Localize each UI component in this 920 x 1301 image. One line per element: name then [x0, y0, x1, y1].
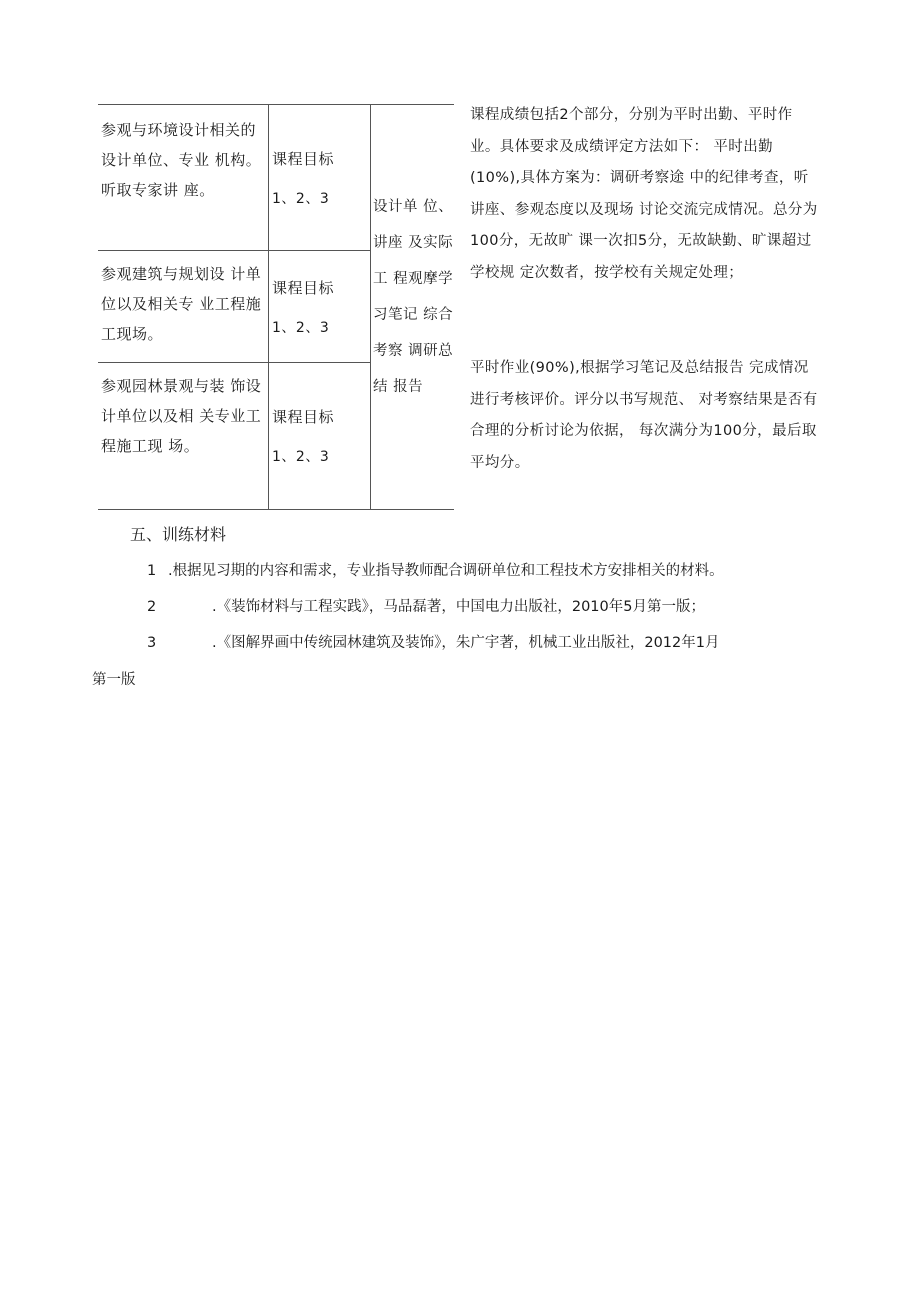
table-row-target-title: 课程目标: [272, 279, 335, 297]
material-item-number: 3: [147, 635, 157, 651]
table-top-border: [98, 104, 454, 105]
table-row-target-nums: 1、2、3: [272, 191, 330, 207]
table-bottom-border: [98, 509, 454, 510]
table-column-divider: [370, 104, 371, 509]
table-row-content: 参观建筑与规划设 计单位以及相关专 业工程施工现场。: [101, 265, 262, 343]
table-row-content: 参观与环境设计相关的设计单位、专业 机构。听取专家讲 座。: [101, 121, 262, 199]
table-row-target-title: 课程目标: [272, 150, 335, 168]
table-method-cell: 设计单 位、讲座 及实际工 程观摩学 习笔记 综合考察 调研总结 报告: [373, 199, 454, 395]
section-heading: 五、训练材料: [130, 525, 227, 544]
table-row-target-nums: 1、2、3: [272, 449, 330, 465]
table-column-divider: [268, 104, 269, 509]
material-item-continuation: 第一版: [92, 672, 136, 688]
material-item-text: .《装饰材料与工程实践》，马品磊著，中国电力出版社，2010年5月第一版；: [212, 599, 705, 615]
material-item-number: 1: [147, 563, 157, 579]
material-item-text: .《图解界画中传统园林建筑及装饰》，朱广宇著，机械工业出版社，2012年1月: [212, 635, 720, 651]
table-row-divider: [98, 250, 370, 251]
material-item-number: 2: [147, 599, 157, 615]
assessment-paragraph: 平时作业(90%),根据学习笔记及总结报告 完成情况进行考核评价。评分以书写规范、 对考察结果是否有合理的分析讨论为依据， 每次满分为100分，最后取平均分。: [470, 360, 818, 471]
table-row-divider: [98, 362, 370, 363]
material-item-text: .根据见习期的内容和需求，专业指导教师配合调研单位和工程技术方安排相关的材料。: [168, 563, 724, 579]
assessment-paragraph: 课程成绩包括2个部分，分别为平时出勤、平时作业。具体要求及成绩评定方法如下： 平时出勤(10%),具体方案为：调研考察途 中的纪律考查，听讲座、参观态度以及现场 讨论交流完成情况。总分为100分，无故旷 课一次扣5分，无故缺勤、旷课超过学校规 定次数者，按学校有关规定处理；: [470, 107, 818, 281]
table-row-target-nums: 1、2、3: [272, 320, 330, 336]
table-row-content: 参观园林景观与装 饰设计单位以及相 关专业工程施工现 场。: [101, 377, 262, 455]
table-row-target-title: 课程目标: [272, 408, 335, 426]
